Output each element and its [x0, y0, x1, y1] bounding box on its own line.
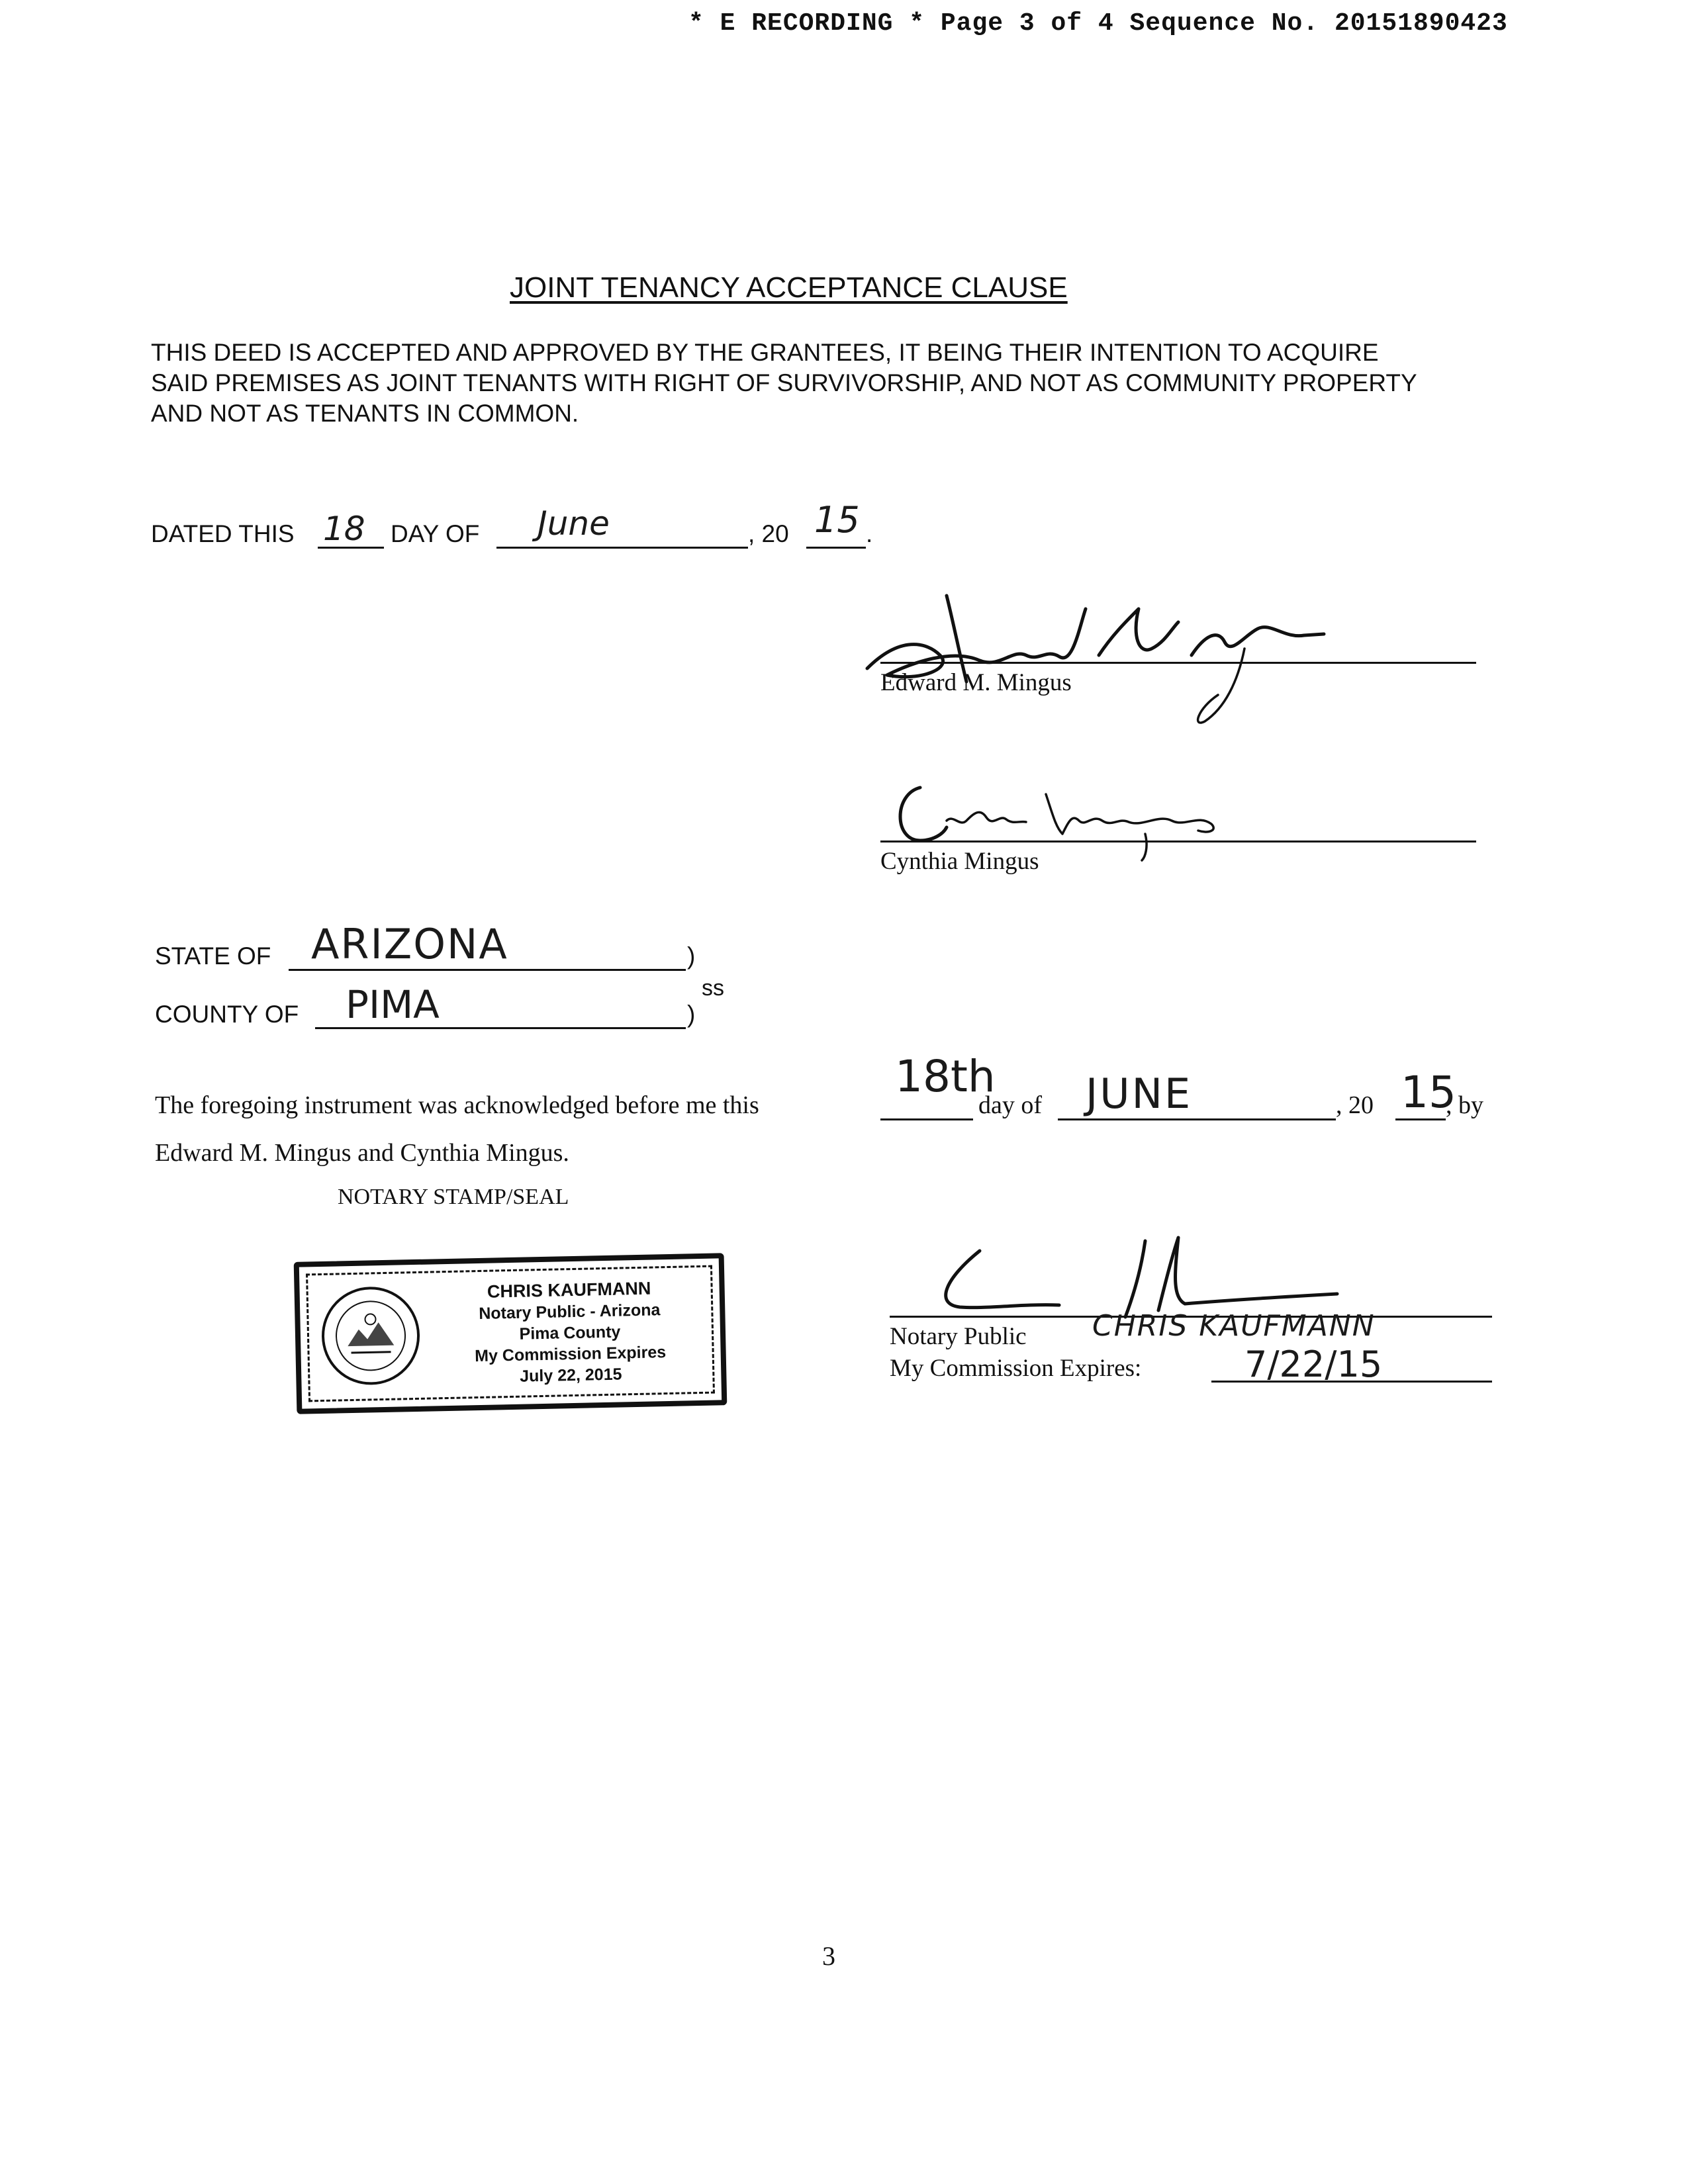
state-label: STATE OF	[155, 942, 271, 970]
dated-day-of: DAY OF	[391, 520, 480, 547]
cynthia-signature-line	[880, 841, 1476, 842]
ack-day-of: day of	[978, 1091, 1043, 1119]
stamp-line-4: My Commission Expires	[474, 1343, 667, 1366]
notary-printed-name: CHRIS KAUFMANN	[1092, 1309, 1376, 1343]
ack-year-prefix: , 20	[1336, 1091, 1374, 1119]
page-number: 3	[822, 1941, 835, 1971]
edward-signature-line	[880, 662, 1476, 664]
edward-signature	[847, 582, 1364, 735]
stamp-line-2: Notary Public - Arizona	[479, 1300, 661, 1323]
notary-stamp	[294, 1253, 727, 1414]
stamp-line-5: July 22, 2015	[519, 1365, 622, 1386]
dated-month-blank	[496, 547, 748, 549]
ack-year-value: 15	[1401, 1067, 1456, 1118]
document-title: JOINT TENANCY ACCEPTANCE CLAUSE	[510, 271, 1068, 304]
notary-expires-value: 7/22/15	[1244, 1343, 1383, 1385]
state-value: ARIZONA	[311, 920, 508, 968]
ack-day-blank	[880, 1118, 973, 1120]
arizona-seal-icon	[316, 1282, 424, 1390]
dated-month-value: June	[538, 504, 610, 543]
county-label: COUNTY OF	[155, 1001, 299, 1028]
dated-year-value: 15	[814, 499, 860, 541]
county-blank	[315, 1027, 686, 1029]
ack-month-value: JUNE	[1086, 1069, 1193, 1118]
venue-ss: ss	[702, 976, 724, 1001]
county-paren: )	[687, 1001, 696, 1028]
dated-year-blank	[806, 547, 866, 549]
notary-public-label: Notary Public	[890, 1323, 1027, 1350]
ack-by: , by	[1446, 1091, 1483, 1119]
state-paren: )	[687, 942, 696, 970]
body-line-2: SAID PREMISES AS JOINT TENANTS WITH RIGHT OF SURVIVORSHIP, AND NOT AS COMMUNITY PROPERTY	[151, 369, 1417, 396]
dated-suffix: .	[866, 520, 873, 547]
ack-names: Edward M. Mingus and Cynthia Mingus.	[155, 1139, 569, 1167]
ack-day-value: 18th	[895, 1051, 996, 1102]
notary-expires-label: My Commission Expires:	[890, 1355, 1142, 1382]
edward-name: Edward M. Mingus	[880, 669, 1072, 696]
cynthia-name: Cynthia Mingus	[880, 848, 1039, 875]
dated-year-prefix: , 20	[748, 520, 789, 547]
ack-month-blank	[1058, 1118, 1336, 1120]
recording-header: * E RECORDING * Page 3 of 4 Sequence No. 20151890423	[688, 9, 1508, 38]
stamp-name: CHRIS KAUFMANN	[487, 1278, 651, 1302]
dated-prefix: DATED THIS	[151, 520, 295, 547]
body-line-1: THIS DEED IS ACCEPTED AND APPROVED BY THE GRANTEES, IT BEING THEIR INTENTION TO ACQUIRE	[151, 339, 1379, 366]
dated-day-value: 18	[323, 510, 365, 548]
county-value: PIMA	[346, 982, 440, 1027]
stamp-line-3: Pima County	[519, 1322, 621, 1343]
notary-stamp-label: NOTARY STAMP/SEAL	[338, 1185, 569, 1209]
ack-prefix: The foregoing instrument was acknowledged before me this	[155, 1091, 759, 1119]
state-blank	[289, 969, 686, 971]
body-line-3: AND NOT AS TENANTS IN COMMON.	[151, 400, 579, 427]
ack-year-blank	[1395, 1118, 1446, 1120]
